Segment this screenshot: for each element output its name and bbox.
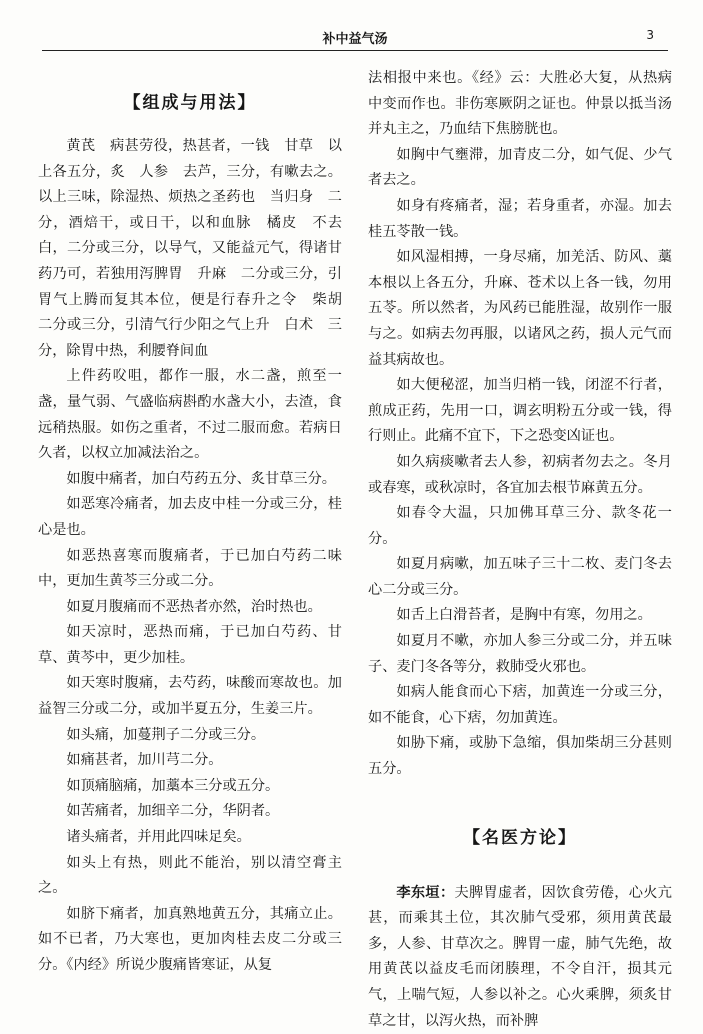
paragraph: 如头上有热，则此不能治，别以清空膏主之。 [38,854,342,897]
paragraph: 如舌上白滑苔者，是胸中有寒，勿用之。 [396,607,652,624]
page-header [42,24,668,51]
paragraph: 如天凉时，恶热而痛，于已加白芍药、甘草、黄芩中，更少加桂。 [38,624,342,666]
paragraph: 如春令大温，只加佛耳草三分、款冬花一分。 [368,505,672,547]
section-heading-commentary: 【名医方论】 [463,827,577,848]
paragraph: 上件药㕮咀，都作一服，水二盏，煎至一盏，量气弱、气盛临病斟酌水盏大小，去渣，食远稍热服。如伤之重者，不过二服而愈。若病日久者，以权立加减法治之。 [38,368,342,462]
paragraph: 如胁下痛，或胁下急缩，俱加柴胡三分甚则五分。 [368,735,672,778]
paragraph: 如久病痰嗽者去人参，初病者勿去之。冬月或春寒，或秋凉时，各宜加去根节麻黄五分。 [368,453,672,496]
left-column [38,70,357,979]
paragraph: 诸头痛者，并用此四味足矣。 [66,829,251,846]
paragraph: 如天寒时腹痛，去芍药，味酸而寒故也。加益智三分或二分，或加半夏五分，生姜三片。 [38,675,342,718]
page-number: 3 [646,28,654,42]
paragraph: 如恶热喜寒而腹痛者，于已加白芍药二味中，更加生黄芩三分或二分。 [38,547,342,590]
paragraph: 如顶痛脑痛，加藁本三分或五分。 [66,777,280,794]
paragraph: 如胸中气壅滞，加青皮二分，如气促、少气者去之。 [368,146,672,189]
paragraph: 如头痛，加蔓荆子二分或三分。 [66,726,266,743]
paragraph: 如脐下痛者，加真熟地黄五分，其痛立止。如不已者，乃大寒也，更加肉桂去皮二分或三分。《内经》所说少腹痛皆寒证，从复 [38,905,342,973]
commentary-text: 夫脾胃虚者，因饮食劳倦，心火亢甚，而乘其土位，其次肺气受邪，须用黄芪最多，人参、甘草次之。脾胃一虚，肺气先绝，故用黄芪以益皮毛而闭腠理，不令自汗，损其元气，上喘气短，人参以补之。心火乘脾，须炙甘草之甘，以泻火热，而补脾 [368,884,672,1029]
paragraph: 如大便秘涩，加当归梢一钱，闭涩不行者，煎成正药，先用一口，调玄明粉五分或一钱，得行则止。此痛不宜下，下之恐变凶证也。 [368,377,672,445]
right-column [368,66,672,1034]
commentary-paragraph [368,881,672,1034]
paragraph: 如夏月不嗽，亦加人参三分或二分，并五味子、麦门冬各等分，救肺受火邪也。 [368,633,672,675]
paragraph: 如恶寒冷痛者，加去皮中桂一分或三分，桂心是也。 [38,496,342,538]
commentator-name: 李东垣： [396,884,455,901]
paragraph: 如病人能食而心下痞，加黄连一分或三分，如不能食，心下痞，勿加黄连。 [368,684,672,726]
paragraph: 如腹中痛者，加白芍药五分、炙甘草三分。 [66,470,336,487]
section-heading-composition: 【组成与用法】 [123,93,257,113]
running-title: 补中益气汤 [322,32,388,47]
paragraph: 如痛甚者，加川芎二分。 [66,752,223,769]
paragraph: 黄芪 病甚劳役，热甚者，一钱 甘草 以上各五分，炙 人参 去芦，三分，有嗽去之。以上三味，除湿热、烦热之圣药也 当归身 二分，酒焙干，或日干，以和血脉 橘皮 不去白，二分或三分，以导气，又能益元气，得诸甘药乃可，若独用泻脾胃 升麻 二分或三分，引胃气上腾而复其本位，便是行春升之令 柴胡 二分或三分，引清气行少阳之气上升 白术 三分，除胃中热，利腰脊间血 [38,138,357,359]
paragraph: 如苦痛者，加细辛二分，华阴者。 [66,803,280,820]
paragraph: 如夏月腹痛而不恶热者亦然，治时热也。 [66,598,322,615]
paragraph: 如身有疼痛者，湿；若身重者，亦湿。加去桂五苓散一钱。 [368,197,672,240]
continuation-paragraph: 法相报中来也。《经》云：大胜必大复，从热病中变而作也。非伤寒厥阴之证也。仲景以抵当汤并丸主之，乃血结下焦膀胱也。 [368,70,672,138]
paragraph: 如风湿相搏，一身尽痛，加羌活、防风、藁本根以上各五分，升麻、苍术以上各一钱，勿用五苓。所以然者，为风药已能胜湿，故别作一服与之。如病去勿再服，以诸风之药，损人元气而益其病故也。 [368,249,672,368]
paragraph: 如夏月病嗽，加五味子三十二枚、麦门冬去心二分或三分。 [368,556,672,598]
